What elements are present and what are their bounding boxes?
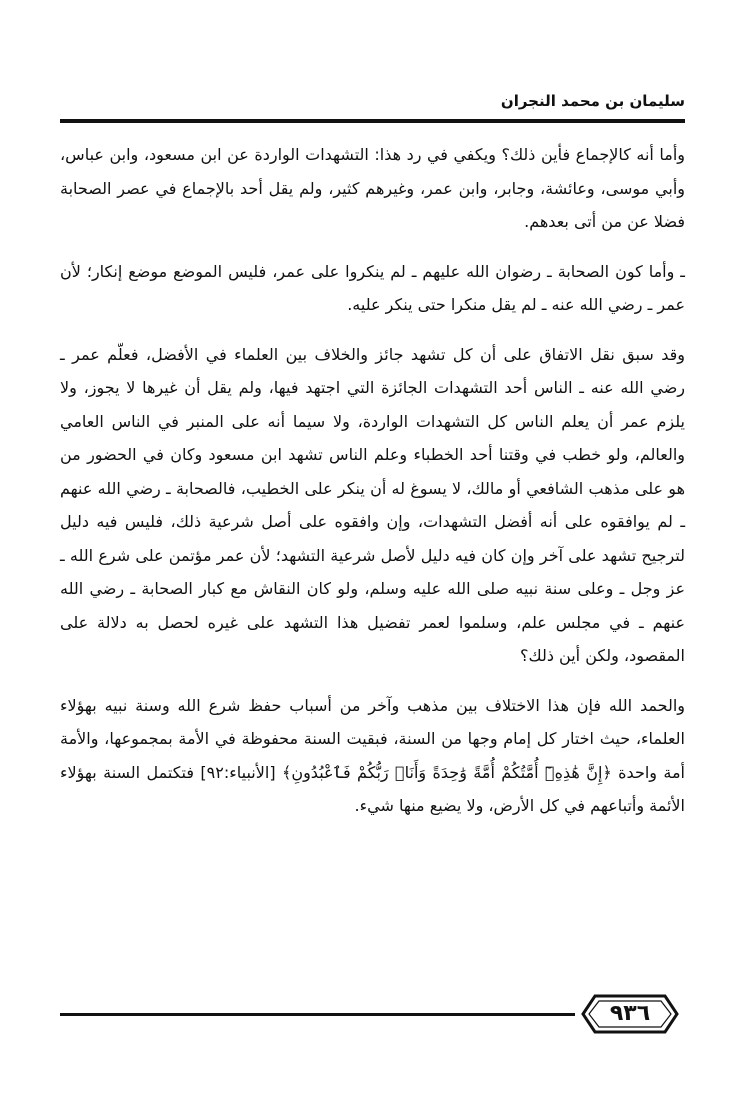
footer-rule — [60, 1013, 575, 1016]
page-body — [60, 138, 685, 839]
paragraph-agreement: وقد سبق نقل الاتفاق على أن كل تشهد جائز والخلاف بين العلماء في الأفضل، فعلّم عمر ـ رضي الله عنه ـ الناس أحد التشهدات الجائزة التي اجتهد فيها، ولم يقل أن غيرها لا يجوز، ولا يلزم عمر أن يعلم الناس كل التشهدات الواردة، ولا سيما أنه على المنبر في الناس العامي والعالم، ولو خطب في وقتنا أحد الخطباء وعلم الناس تشهد ابن مسعود وكان في الحضور من هو على مذهب الشافعي أو مالك، لا يسوغ له أن ينكر على الخطيب، فالصحابة ـ رضي الله عنهم ـ لم يوافقوه على أنه أفضل التشهدات، وإن وافقوه على أصل شرعية ذلك، فليس فيه دليل لترجيح تشهد على آخر وإن كان فيه دليل لأصل شرعية التشهد؛ لأن عمر مؤتمن على شرع الله ـ عز وجل ـ وعلى سنة نبيه صلى الله عليه وسلم، ولو كان النقاش مع كبار الصحابة ـ رضي الله عنهم ـ في مجلس علم، وسلموا لعمر تفضيل هذا التشهد على غيره لحصل به دلالة على المقصود، ولكن أين ذلك؟ — [60, 344, 685, 665]
paragraph-praise: والحمد الله فإن هذا الاختلاف بين مذهب وآخر من أسباب حفظ شرع الله وسنة نبيه بهؤلاء العلماء، حيث اختار كل إمام وجها من السنة، فبقيت السنة محفوظة في الأمة بمجموعها، والأمة أمة واحدة ﴿إِنَّ هَٰذِهِۦٓ أُمَّتُكُمْ أُمَّةً وَٰحِدَةً وَأَنَا۠ رَبُّكُمْ فَٱعْبُدُونِ﴾ [الأنبياء:٩٢] فتكتمل السنة بهؤلاء الأئمة وأتباعهم في كل الأرض، ولا يضيع منها شيء. — [60, 695, 685, 815]
page-number-frame — [575, 993, 685, 1035]
header-rule — [60, 119, 685, 123]
paragraph-companions: ـ وأما كون الصحابة ـ رضوان الله عليهم ـ لم ينكروا على عمر، فليس الموضع موضع إنكار؛ لأن عمر ـ رضي الله عنه ـ لم يقل منكرا حتى ينكر عليه. — [60, 261, 685, 314]
page-number: ٩٣٦ — [609, 1001, 651, 1026]
running-header-author: سليمان بن محمد النجران — [500, 92, 685, 110]
paragraph-consensus: وأما أنه كالإجماع فأين ذلك؟ ويكفي في رد هذا: التشهدات الواردة عن ابن مسعود، وابن عباس، وأبي موسى، وعائشة، وجابر، وابن عمر، وغيرهم كثير، ولم يقل أحد بالإجماع في عصر الصحابة فضلا عن من أتى بعدهم. — [60, 145, 685, 231]
